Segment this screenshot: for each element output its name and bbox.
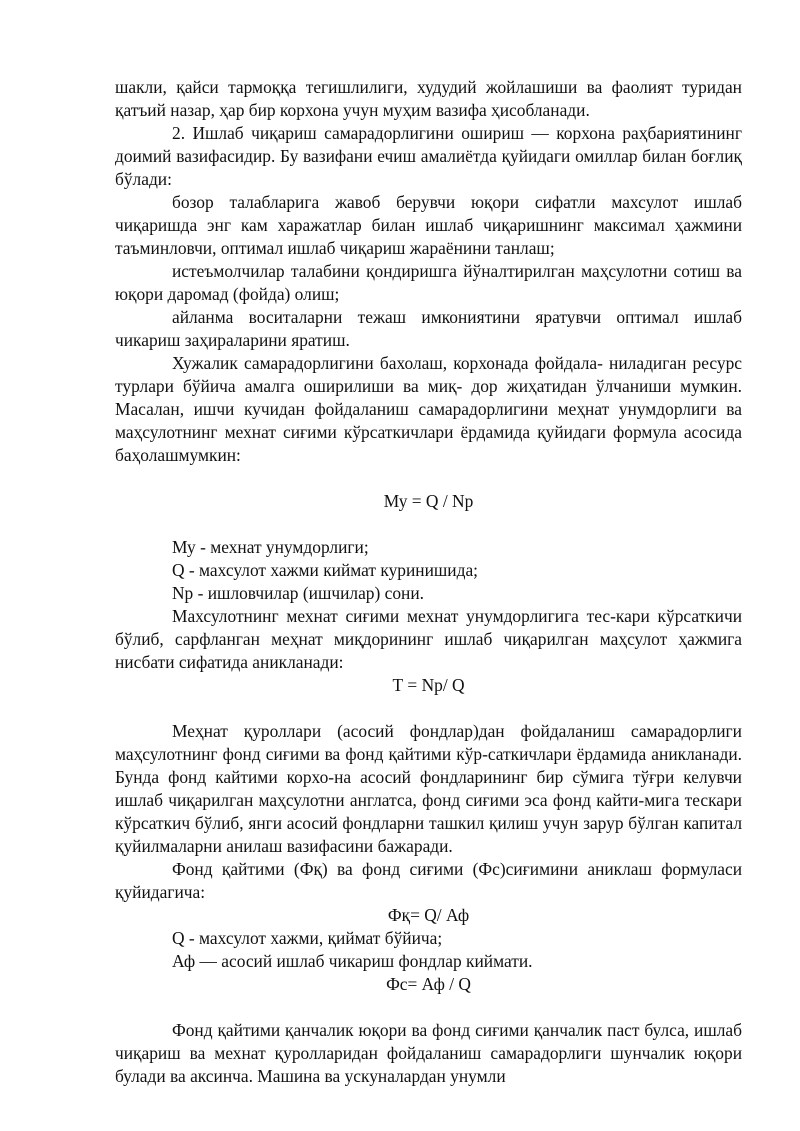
list-item-1: бозор талабларига жавоб берувчи юқори сифатли махсулот ишлаб чиқаришда энг кам харажатлар билан ишлаб чиқаришнинг максимал ҳажмини таъминловчи, оптимал ишлаб чиқариш жараёнини танлаш; <box>115 192 742 258</box>
definition-af: Аф — асосий ишлаб чикариш фондлар киймати. <box>172 951 533 971</box>
paragraph-intro: шакли, қайси тармоққа тегишлилиги, худудий жойлашиши ва фаолият туридан қатъий назар, ҳар бир корхона учун муҳим вазифа ҳисобланади. <box>115 77 742 120</box>
formula-labor-intensity: Т = Np/ Q <box>392 675 465 695</box>
paragraph-4: Махсулотнинг мехнат сиғими мехнат унумдорлигига тес-кари кўрсаткичи бўлиб, сарфланган меҳнат миқдорининг ишлаб чиқарилган маҳсулот ҳажмига нисбати сифатида аникланади: <box>115 606 742 672</box>
paragraph-3: Хужалик самарадорлигини бахолаш, корхонада фойдала- ниладиган ресурс турлари бўйича амалга оширилиши ва миқ- дор жиҳатидан ўлчаниши мумкин. Масалан, ишчи кучидан фойдаланиш самарадорлигини меҳнат унумдорлиги ва маҳсулотнинг мехнат сиғими кўрсаткичлари ёрдамида қуйидаги формула асосида баҳолашмумкин: <box>115 353 742 465</box>
formula-labor-productivity: Му = Q / Np <box>383 491 474 511</box>
paragraph-7: Фонд қайтими қанчалик юқори ва фонд сиғими қанчалик паст булса, ишлаб чиқариш ва мехнат қуролларидан фойдаланиш самарадорлиги шунчалик юқори булади ва аксинча. Машина ва ускуналардан унумли <box>115 1020 742 1086</box>
paragraph-6: Фонд қайтими (Фқ) ва фонд сиғими (Фс)сиғимини аниклаш формуласи қуйидагича: <box>115 859 742 902</box>
list-item-3: айланма воситаларни тежаш имкониятини яратувчи оптимал ишлаб чикариш заҳираларини яратиш. <box>115 307 742 350</box>
document-page <box>115 76 742 1088</box>
paragraph-2: 2. Ишлаб чиқариш самарадорлигини ошириш — корхона раҳбариятининг доимий вазифасидир. Бу вазифани ечиш амалиётда қуйидаги омиллар билан боғлиқ бўлади: <box>115 123 742 189</box>
list-item-2: истеъмолчилар талабини қондиришга йўналтирилган маҳсулотни сотиш ва юқори даромад (фойда) олиш; <box>115 261 742 304</box>
definition-q-value: Q - махсулот хажми, қиймат бўйича; <box>172 928 443 948</box>
definition-q: Q - махсулот хажми киймат куринишида; <box>172 560 478 580</box>
formula-capital-intensity: Фс= Аф / Q <box>386 974 471 994</box>
paragraph-5: Меҳнат қуроллари (асосий фондлар)дан фойдаланиш самарадорлиги маҳсулотнинг фонд сиғими ва фонд қайтими кўр-саткичлари ёрдамида аникланади. Бунда фонд кайтими корхо-на асосий фондларининг бир сўмига тўғри келувчи ишлаб чиқарилган маҳсулотни англатса, фонд сиғими эса фонд кайти-мига тескари кўрсаткич бўлиб, янги асосий фондларни ташкил қилиш учун зарур бўлган капитал қуйилмаларни анилаш вазифасини бажаради. <box>115 721 742 856</box>
formula-capital-productivity: Фқ= Q/ Аф <box>387 905 470 925</box>
definition-mu: Му - мехнат унумдорлиги; <box>172 537 369 557</box>
definition-np: Np - ишловчилар (ишчилар) сони. <box>172 583 425 603</box>
